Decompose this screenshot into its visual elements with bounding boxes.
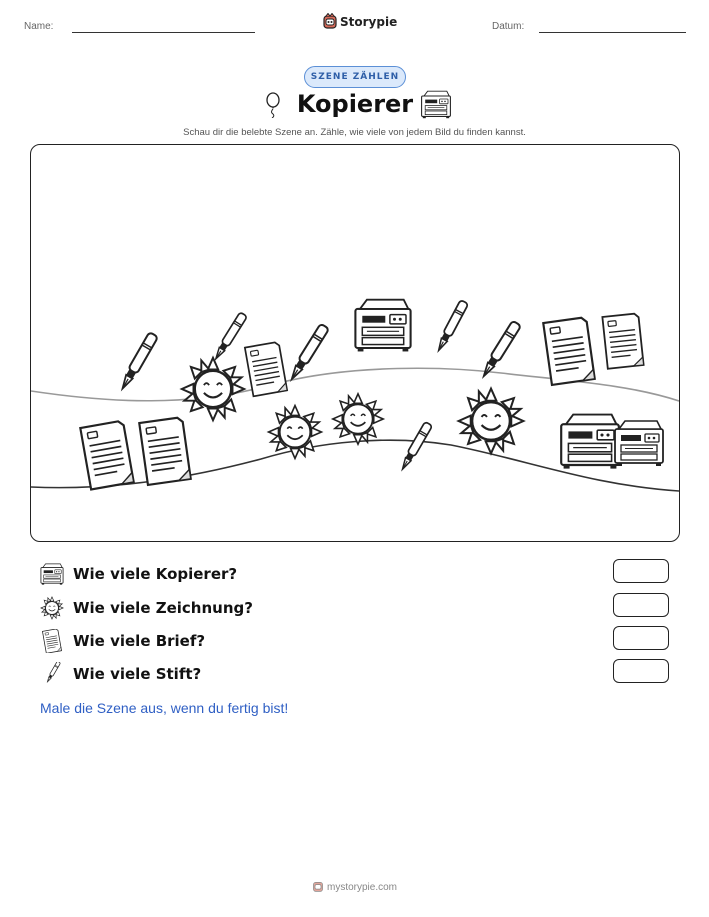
date-label: Datum: — [492, 21, 525, 32]
pen-drawing — [480, 321, 522, 379]
balloon-icon — [264, 92, 282, 118]
letter-drawing — [543, 317, 594, 385]
sun-drawing — [269, 406, 322, 459]
question-text: Wie viele Kopierer? — [73, 565, 238, 583]
date-field-line[interactable] — [539, 32, 686, 33]
activity-badge: SZENE ZÄHLEN — [304, 66, 406, 88]
question-text: Wie viele Brief? — [73, 632, 206, 650]
name-field-line[interactable] — [72, 32, 255, 33]
sun-drawing-icon — [40, 596, 64, 620]
storypie-mascot-icon — [312, 880, 324, 893]
letter-drawing — [139, 417, 190, 485]
pen-drawing — [118, 332, 158, 391]
page-title: Kopierer — [296, 90, 414, 118]
copier-drawing — [355, 300, 410, 352]
brand-logo — [322, 13, 398, 31]
copier-drawing — [561, 415, 619, 469]
pen-drawing — [435, 300, 469, 353]
letter-drawing — [245, 342, 287, 397]
storypie-mascot-icon — [322, 13, 338, 30]
answer-box-drawing[interactable] — [613, 593, 669, 617]
instructions: Schau dir die belebte Szene an. Zähle, wie viele von jedem Bild du finden kannst. — [183, 127, 526, 138]
letter-icon — [40, 629, 64, 653]
question-text: Wie viele Stift? — [73, 665, 202, 683]
question-row-pen — [40, 662, 680, 688]
letter-drawing — [80, 421, 133, 490]
sun-drawing — [333, 394, 383, 444]
question-row-copier — [40, 562, 680, 588]
title-copier-icon — [420, 90, 452, 120]
pen-drawing — [288, 324, 330, 382]
name-label: Name: — [24, 21, 54, 32]
copier-drawing — [615, 421, 663, 466]
answer-box-copier[interactable] — [613, 559, 669, 583]
answer-box-letter[interactable] — [613, 626, 669, 650]
pen-drawing — [399, 422, 433, 472]
brand-name: Storypie — [340, 15, 398, 29]
letter-drawing — [602, 313, 643, 368]
pen-icon — [40, 662, 64, 686]
counting-scene — [30, 144, 680, 542]
footer — [0, 880, 709, 893]
question-row-letter — [40, 629, 680, 655]
question-row-drawing — [40, 596, 680, 622]
coloring-instruction: Male die Szene aus, wenn du fertig bist! — [40, 700, 289, 716]
copier-icon — [40, 562, 64, 586]
answer-box-pen[interactable] — [613, 659, 669, 683]
question-text: Wie viele Zeichnung? — [73, 599, 253, 617]
sun-drawing — [459, 389, 524, 454]
sun-drawing — [182, 358, 244, 420]
pen-drawing — [212, 312, 247, 361]
footer-url[interactable]: mystorypie.com — [326, 882, 397, 893]
